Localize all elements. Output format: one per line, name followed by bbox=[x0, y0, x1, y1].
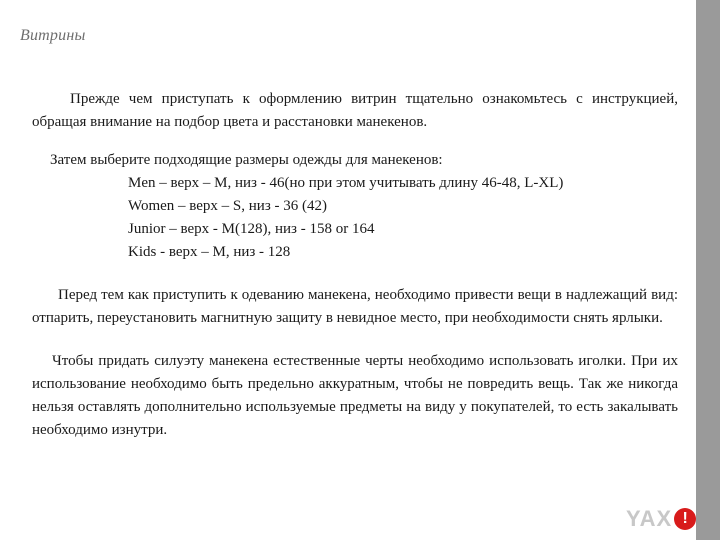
side-bar bbox=[696, 0, 720, 540]
sizes-list bbox=[32, 172, 678, 264]
size-women: Women – верх – S, низ - 36 (42) bbox=[128, 198, 327, 214]
watermark-logo bbox=[626, 504, 696, 534]
paragraph-preparation: Перед тем как приступить к одеванию манекена, необходимо привести вещи в надлежащий вид: отпарить, переустановить магнитную защиту в невидное место, при необходимости снять ярлыки. bbox=[32, 287, 678, 326]
watermark-text: YAX bbox=[626, 506, 673, 531]
size-men: Men – верх – M, низ - 46(но при этом учитывать длину 46-48, L-XL) bbox=[128, 175, 564, 191]
slide-title: Витрины bbox=[20, 27, 86, 44]
sizes-intro: Затем выберите подходящие размеры одежды для манекенов: bbox=[50, 152, 443, 168]
paragraph-instructions: Прежде чем приступать к оформлению витрин тщательно ознакомьтесь с инструкцией, обращая внимание на подбор цвета и расстановки манекенов. bbox=[32, 91, 678, 130]
slide-body bbox=[32, 88, 678, 442]
exclamation-icon: ! bbox=[674, 508, 696, 530]
size-junior: Junior – верх - M(128), низ - 158 or 164 bbox=[128, 221, 375, 237]
paragraph-pins: Чтобы придать силуэту манекена естественные черты необходимо использовать иголки. При их использование необходимо быть предельно аккуратным, чтобы не повредить вещь. Так же никогда нельзя оставлять дополнительно используемые предметы на виду у покупателей, то есть закалывать необходимо изнутри. bbox=[32, 353, 678, 438]
size-kids: Kids - верх – M, низ - 128 bbox=[128, 244, 291, 260]
